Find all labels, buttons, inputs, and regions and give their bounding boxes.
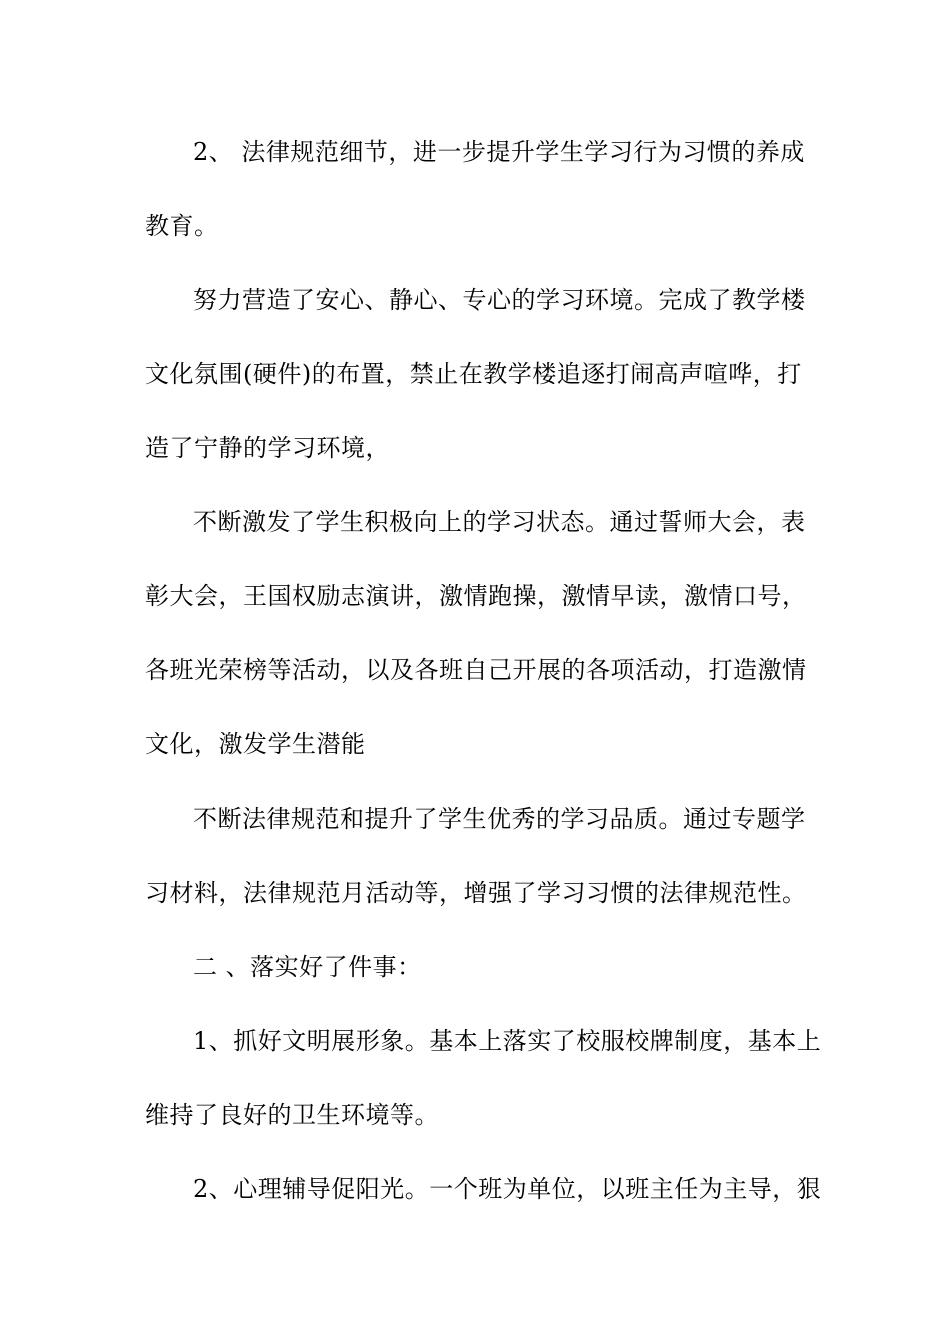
paragraph-line: 文化，激发学生潜能 [145,730,366,758]
paragraph-line: 2、 法律规范细节，进一步提升学生学习行为习惯的养成 [193,138,805,166]
paragraph-line: 各班光荣榜等活动，以及各班自己开展的各项活动，打造激情 [145,656,807,684]
paragraph-line: 文化氛围(硬件)的布置，禁止在教学楼追逐打闹高声喧哗，打 [145,360,802,388]
paragraph-line: 2、心理辅导促阳光。一个班为单位，以班主任为主导，狠 [193,1175,822,1203]
paragraph-line: 不断法律规范和提升了学生优秀的学习品质。通过专题学 [193,805,806,833]
paragraph-line: 努力营造了安心、静心、专心的学习环境。完成了教学楼 [193,286,806,314]
section-heading: 二 、落实好了件事： [193,953,422,981]
paragraph-line: 教育。 [145,212,219,240]
paragraph-line: 维持了良好的卫生环境等。 [145,1101,439,1129]
paragraph-line: 1、抓好文明展形象。基本上落实了校服校牌制度，基本上 [193,1027,822,1055]
paragraph-line: 习材料，法律规范月活动等，增强了学习习惯的法律规范性。 [145,879,807,907]
paragraph-line: 造了宁静的学习环境， [145,434,390,462]
paragraph-line: 不断激发了学生积极向上的学习状态。通过誓师大会，表 [193,508,806,536]
paragraph-line: 彰大会，王国权励志演讲，激情跑操，激情早读，激情口号， [145,582,807,610]
